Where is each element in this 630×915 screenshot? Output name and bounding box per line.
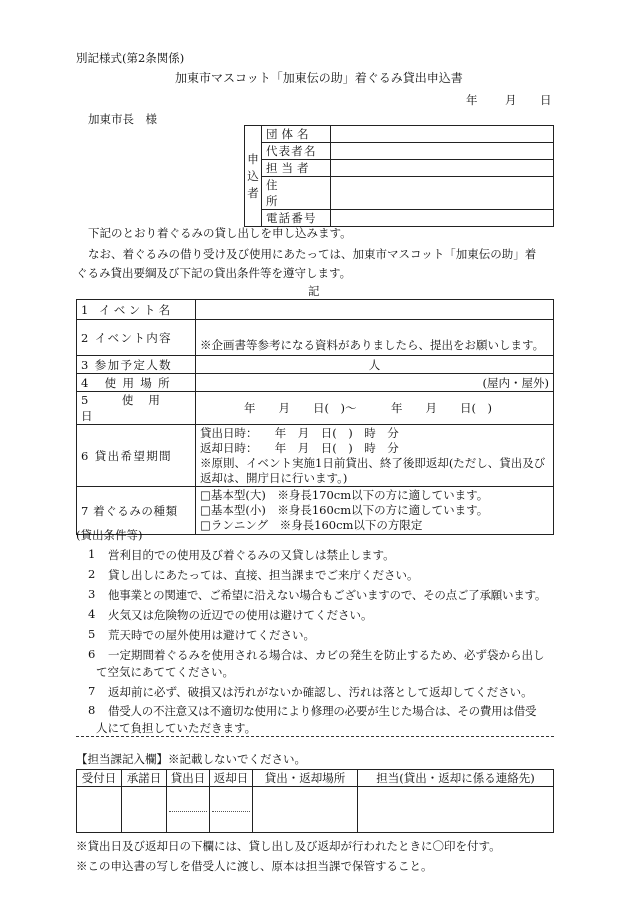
label-event-content: 2 イベント内容 [77,320,196,356]
type-option-small[interactable]: □基本型(小) ※身長160cm以下の方に適しています。 [200,503,489,517]
value-event-content[interactable] [196,320,554,356]
office-cell-return-date[interactable] [210,787,253,833]
applicant-value-contact[interactable] [331,160,554,177]
condition-text-8: 借受人の不注意又は不適切な使用により修理の必要が生じた場合は、その費用は借受 [108,704,537,718]
condition-num-6: 6 [88,647,96,661]
value-participants[interactable] [196,356,554,374]
value-use-date[interactable]: 年 月 日( )～ 年 月 日( ) [196,392,554,425]
intro-line-3: ぐるみ貸出要綱及び下記の貸出条件等を遵守します。 [76,266,352,280]
office-col-received: 受付日 [77,770,122,787]
date-month: 月 [505,93,517,107]
office-cell-received[interactable] [77,787,122,833]
period-line-1: 貸出日時： 年 月 日( ) 時 分 [200,425,399,440]
office-col-place: 貸出・返却場所 [253,770,358,787]
intro-line-2: なお、着ぐるみの借り受け及び使用にあたっては、加東市マスコット「加東伝の助」着 [88,247,537,261]
condition-num-4: 4 [88,607,96,621]
location-note: (屋内・屋外) [482,375,549,390]
applicant-value-phone[interactable] [331,210,554,227]
conditions-heading: (貸出条件等) [76,528,143,542]
office-table [76,769,554,833]
condition-text-5: 荒天時での屋外使用は避けてください。 [108,628,315,642]
intro-line-1: 下記のとおり着ぐるみの貸し出しを申し込みます。 [88,226,352,240]
office-note-1: ※貸出日及び返却日の下欄には、貸し出し及び返却が行われたときに〇印を付す。 [76,839,501,853]
date-day: 日 [540,93,552,107]
cut-line [76,736,554,737]
office-col-lend-date: 貸出日 [167,770,210,787]
application-table [76,299,554,535]
label-type: 7 着ぐるみの種類 [77,487,196,535]
condition-num-8: 8 [88,703,96,717]
applicant-table [244,125,554,227]
office-note-2: ※この申込書の写しを借受人に渡し、原本は担当課で保管すること。 [76,859,433,873]
condition-num-7: 7 [88,684,96,698]
condition-num-2: 2 [88,567,96,581]
applicant-label-rep: 代表者名 [262,143,331,160]
applicant-value-address[interactable] [331,177,554,210]
period-line-3: ※原則、イベント実施1日前貸出、終了後即返却(ただし、貸出及び [200,455,546,470]
period-line-2: 返却日時： 年 月 日( ) 時 分 [200,440,399,455]
condition-text-7: 返却前に必ず、破損又は汚れがないか確認し、汚れは落として返却してください。 [108,685,533,699]
lend-date-divider [169,811,207,812]
event-content-note: ※企画書等参考になる資料がありましたら、提出をお願いします。 [200,338,545,352]
office-col-approved: 承諾日 [122,770,167,787]
office-cell-lend-date[interactable] [167,787,210,833]
type-option-running[interactable]: □ランニング ※身長160cm以下の方限定 [200,518,423,532]
value-type[interactable] [196,487,554,535]
form-reference: 別記様式(第2条関係) [76,51,185,65]
return-date-divider [212,811,250,812]
condition-text-1: 営利目的での使用及び着ぐるみの又貸しは禁止します。 [108,548,395,562]
label-use-date: 5 使用日 [77,392,196,425]
label-participants: 3 参加予定人数 [77,356,196,374]
condition-text-6: 一定期間着ぐるみを使用される場合は、カビの発生を防止するため、必ず袋から出し [108,648,545,662]
office-col-return-date: 返却日 [210,770,253,787]
office-cell-staff[interactable] [358,787,554,833]
applicant-label-group: 団体名 [262,126,331,143]
condition-text-3: 他事業との関連で、ご希望に沿えない場合もございますので、その点ご了承願います。 [108,588,547,602]
applicant-label-contact: 担当者 [262,160,331,177]
condition-text-4: 火気又は危険物の近辺での使用は避けてください。 [108,608,373,622]
value-event-name[interactable] [196,300,554,320]
label-event-name: 1 イベント名 [77,300,196,320]
office-cell-place[interactable] [253,787,358,833]
type-option-large[interactable]: □基本型(大) ※身長170cm以下の方に適しています。 [200,488,489,502]
label-location: 4 使用場所 [77,374,196,392]
condition-text-2: 貸し出しにあたっては、直接、担当課までご来庁ください。 [108,568,419,582]
date-year: 年 [466,93,478,107]
applicant-value-group[interactable] [331,126,554,143]
office-col-staff: 担当(貸出・返却に係る連絡先) [358,770,554,787]
condition-text-8-cont: 人にて負担していただきます。 [96,721,257,735]
applicant-label-address: 住所 [262,177,331,210]
value-period[interactable] [196,425,554,487]
condition-num-5: 5 [88,627,96,641]
value-location[interactable] [196,374,554,392]
office-cell-approved[interactable] [122,787,167,833]
applicant-side-label: 申 込 者 [245,126,262,227]
condition-num-1: 1 [88,547,96,561]
condition-text-6-cont: て空気にあててください。 [96,665,234,679]
document-title: 加東市マスコット「加東伝の助」着ぐるみ貸出申込書 [175,71,463,85]
participants-unit: 人 [368,357,381,372]
period-line-4: 返却は、開庁日に行います。) [200,470,348,485]
condition-num-3: 3 [88,587,96,601]
ki-label: 記 [308,284,320,298]
addressee: 加東市長 様 [88,112,157,126]
applicant-value-rep[interactable] [331,143,554,160]
applicant-label-phone: 電話番号 [262,210,331,227]
office-heading: 【担当課記入欄】※記載しないでください。 [76,752,306,766]
label-period: 6 貸出希望期間 [77,425,196,487]
